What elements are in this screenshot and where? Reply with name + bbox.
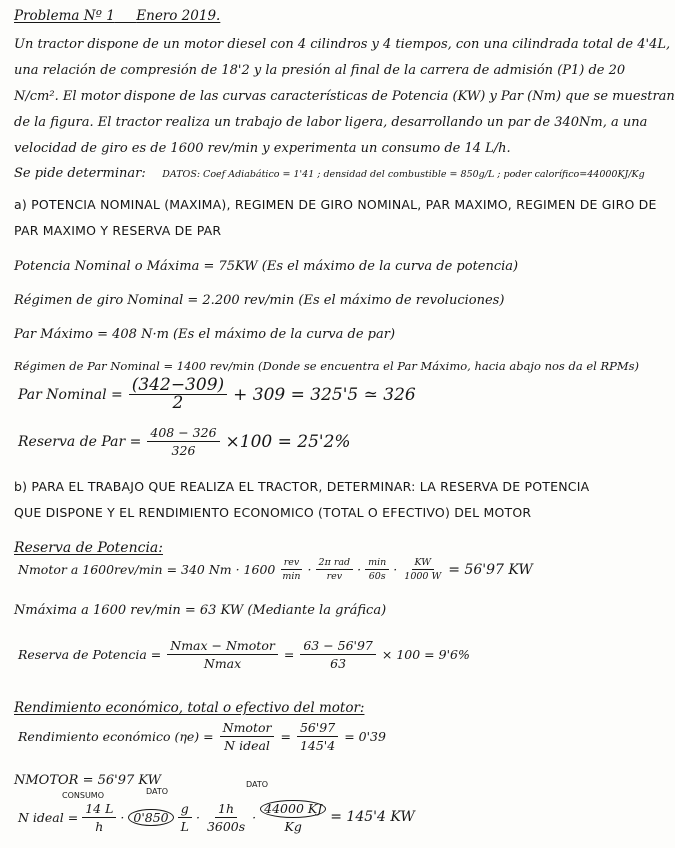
fraction-denominator: Nmax <box>203 656 242 671</box>
par-nominal-label: Par Nominal = <box>18 386 123 403</box>
statement-line: una relación de compresión de 18'2 y la presión al final de la carrera de admisión (P1) de 20 <box>14 63 626 78</box>
dato-tag: DATO <box>146 787 169 796</box>
part-a-heading-cont: PAR MAXIMO Y RESERVA DE PAR <box>14 223 222 238</box>
reserva-potencia-equation: Reserva de Potencia = $\frac{\text{Nmax − Nmotor}}{Nmax}$ = $\frac{63 - 56'97}{63}$ × 100 = 9'6% <box>18 638 470 671</box>
datos-text: DATOS: Coef Adiabático = 1'41 ; densidad del combustible = 850g/L ; poder calorífico=44000KJ/Kg <box>162 169 645 180</box>
fraction-denominator: 1000 W <box>404 571 442 582</box>
unit-fraction <box>279 557 303 582</box>
consumo-fraction <box>82 801 116 834</box>
part-b-heading-cont: QUE DISPONE Y EL RENDIMIENTO ECONOMICO (TOTAL O EFECTIVO) DEL MOTOR <box>14 505 532 520</box>
numeric-fraction <box>300 638 376 671</box>
statement-line: N/cm². El motor dispone de las curvas características de Potencia (KW) y Par (Nm) que se muestran <box>14 89 675 104</box>
fraction-numerator: (342−309) <box>129 378 227 395</box>
reserva-potencia-result: × 100 = 9'6% <box>381 647 470 662</box>
fraction-numerator: 56'97 <box>297 720 338 737</box>
fraction-numerator: 63 − 56'97 <box>300 638 376 655</box>
reserva-par-label: Reserva de Par = <box>18 433 142 450</box>
rendimiento-label: Rendimiento económico (ηe) = <box>18 729 214 744</box>
unit-fraction <box>316 557 354 582</box>
consumo-tag: CONSUMO <box>62 791 104 800</box>
symbolic-fraction <box>167 638 278 671</box>
part-a-heading: a) POTENCIA NOMINAL (MAXIMA), REGIMEN DE GIRO NOMINAL, PAR MAXIMO, REGIMEN DE GIRO DE <box>14 197 657 212</box>
fraction-numerator: Nmotor <box>220 720 275 737</box>
potencia-nominal-line: Potencia Nominal o Máxima = 75KW (Es el máximo de la curva de potencia) <box>14 259 519 274</box>
fraction-denominator: 60s <box>368 571 386 582</box>
par-nominal-equation <box>18 375 416 413</box>
fraction-denominator: 326 <box>171 443 196 458</box>
par-nominal-fraction <box>129 375 227 413</box>
se-pide-label: Se pide determinar: <box>14 166 146 181</box>
par-nominal-result: + 309 = 325'5 ≃ 326 <box>233 384 416 405</box>
fraction-denominator: N ideal <box>224 738 270 753</box>
symbolic-fraction <box>220 720 275 753</box>
fraction-denominator: Kg <box>284 819 302 834</box>
rendimiento-title: Rendimiento económico, total o efectivo del motor: <box>14 700 365 716</box>
se-pide-line <box>14 165 645 183</box>
n-ideal-equation: N ideal = $\frac{14 L}{h}$ · 0'850 $\frac{g}{L}$ · $\frac{1h}{3600s}$ · $\frac{44000 KJ}{Kg}$ = 145'4 KW <box>18 800 415 834</box>
rendimiento-result: = 0'39 <box>344 729 386 744</box>
dato-tag: DATO <box>246 780 269 789</box>
poder-calorifico-fraction <box>260 800 326 834</box>
fraction-denominator: h <box>95 818 104 834</box>
statement-line: de la figura. El tractor realiza un trabajo de labor ligera, desarrollando un par de 340Nm, a una <box>14 115 648 130</box>
regimen-nominal-line: Régimen de giro Nominal = 2.200 rev/min (Es el máximo de revoluciones) <box>14 293 505 308</box>
fraction-numerator: 14 L <box>82 801 116 818</box>
fraction-numerator: Nmax − Nmotor <box>167 638 278 655</box>
regimen-par-line: Régimen de Par Nominal = 1400 rev/min (Donde se encuentra el Par Máximo, hacia abajo nos da el RPMs) <box>14 359 640 373</box>
fraction-numerator: rev <box>281 557 303 570</box>
fraction-numerator: 408 − 326 <box>147 425 219 442</box>
n-ideal-label: N ideal = <box>18 809 79 825</box>
fraction-denominator: 145'4 <box>299 738 336 753</box>
n-motor-label: Nmotor a 1600rev/min = 340 Nm · 1600 <box>18 562 276 577</box>
numeric-fraction <box>297 720 338 753</box>
fraction-denominator: 3600s <box>206 818 246 834</box>
fraction-denominator: rev <box>326 571 343 582</box>
n-ideal-result: = 145'4 KW <box>330 809 415 825</box>
n-motor-value-line: NMOTOR = 56'97 KW <box>14 773 162 788</box>
part-b-heading: b) PARA EL TRABAJO QUE REALIZA EL TRACTOR, DETERMINAR: LA RESERVA DE POTENCIA <box>14 479 590 494</box>
unit-fraction <box>401 557 444 582</box>
fraction-denominator: min <box>282 571 301 582</box>
fraction-numerator: KW <box>412 557 435 570</box>
par-maximo-line: Par Máximo = 408 N·m (Es el máximo de la curva de par) <box>14 327 396 342</box>
fraction-numerator: g <box>178 801 192 818</box>
fraction-denominator: 2 <box>172 393 184 413</box>
unit-fraction <box>365 557 389 582</box>
fraction-denominator: L <box>180 818 189 834</box>
reserva-potencia-label: Reserva de Potencia = <box>18 647 162 662</box>
n-maxima-line: Nmáxima a 1600 rev/min = 63 KW (Mediante la gráfica) <box>14 603 387 618</box>
fraction-numerator: min <box>365 557 389 570</box>
rendimiento-equation: Rendimiento económico (ηe) = $\frac{\text{Nmotor}}{\text{N ideal}}$ = $\frac{56'97}{145'4}$ = 0'39 <box>18 720 386 753</box>
n-motor-result: = 56'97 KW <box>448 561 533 578</box>
reserva-par-equation <box>18 425 351 458</box>
densidad-unit-fraction <box>178 801 192 834</box>
n-motor-equation: Nmotor a 1600rev/min = 340 Nm · 1600 $\frac{\text{rev}}{\min}$ · $\frac{\text{2π rad}}{\text{rev}}$ · $\frac{\min}{60s}$ · $\frac{KW}{1000 W}$ = 56'97 KW <box>18 557 533 582</box>
reserva-par-result: ×100 = 25'2% <box>225 431 351 452</box>
problem-number: Problema Nº 1 <box>14 8 115 24</box>
reserva-par-fraction <box>147 425 219 458</box>
time-fraction <box>204 801 248 834</box>
fraction-numerator: 1h <box>215 801 237 818</box>
fraction-numerator: 44000 KJ <box>260 800 326 818</box>
problem-header <box>14 8 220 25</box>
statement-line: Un tractor dispone de un motor diesel con 4 cilindros y 4 tiempos, con una cilindrada total de 4'4L, <box>14 37 671 52</box>
densidad-value: 0'850 <box>128 809 173 826</box>
fraction-denominator: 63 <box>330 656 347 671</box>
reserva-potencia-title: Reserva de Potencia: <box>14 540 163 556</box>
statement-line: velocidad de giro es de 1600 rev/min y experimenta un consumo de 14 L/h. <box>14 141 511 156</box>
fraction-numerator: 2π rad <box>316 557 354 570</box>
problem-date: Enero 2019. <box>136 8 221 24</box>
